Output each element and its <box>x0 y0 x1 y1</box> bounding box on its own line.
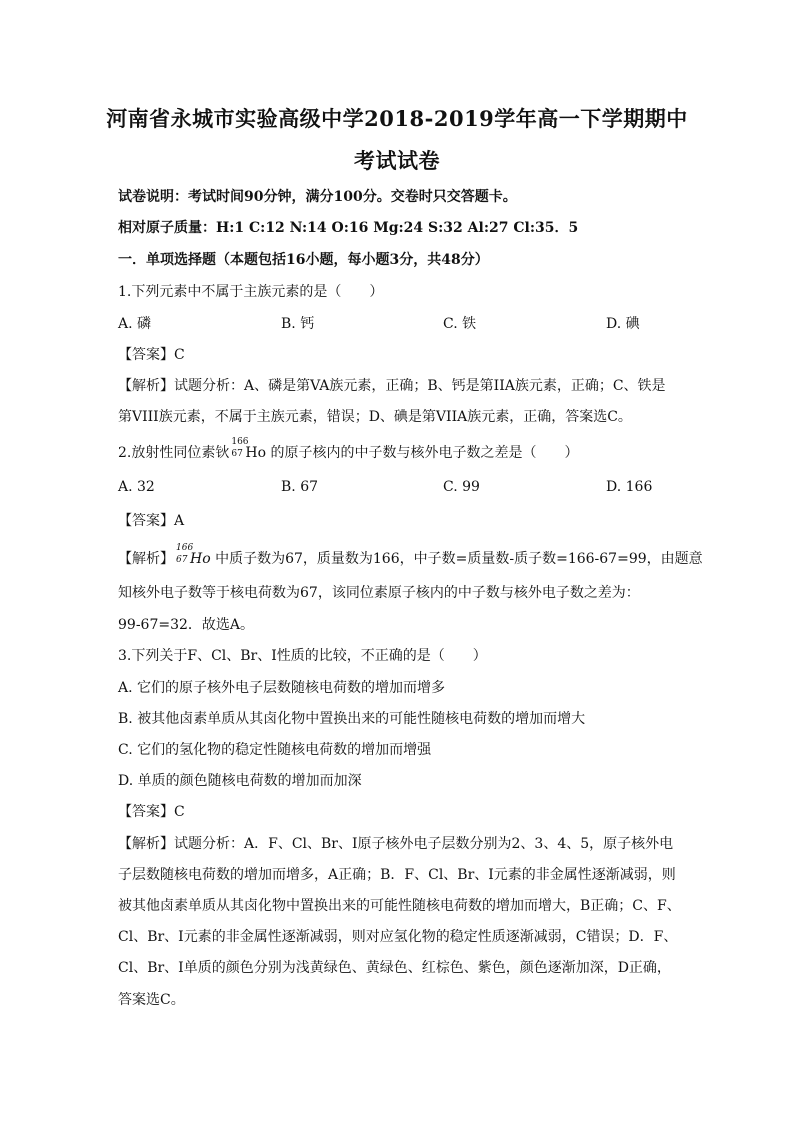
question-3-stem: 3.下列关于F、Cl、Br、I性质的比较，不正确的是（ ） <box>118 648 487 664</box>
q3-option-a: A. 它们的原子核外电子层数随核电荷数的增加而增多 <box>118 680 446 696</box>
q2-option-c: C. 99 <box>443 479 480 495</box>
q2-option-a: A. 32 <box>118 479 155 495</box>
q3-option-b: B. 被其他卤素单质从其卤化物中置换出来的可能性随核电荷数的增加而增大 <box>118 711 586 727</box>
exam-title-line2: 考试试卷 <box>354 148 440 173</box>
q2-analysis-isotope-mass: 166 <box>176 543 194 553</box>
q2-analysis-line1 <box>118 543 703 568</box>
q2-isotope-symbol: Ho <box>245 445 266 461</box>
q3-analysis-line1: 【解析】试题分析：A．F、Cl、Br、I原子核外电子层数分别为2、3、4、5，原子核外电 <box>118 836 674 852</box>
q3-analysis-line2: 子层数随核电荷数的增加而增多，A正确；B．F、Cl、Br、I元素的非金属性逐渐减弱，则 <box>118 867 676 883</box>
q2-analysis-isotope-symbol: Ho <box>190 551 211 567</box>
q1-option-d: D. 碘 <box>606 316 640 332</box>
q1-option-a: A. 磷 <box>118 316 152 332</box>
q2-isotope-notation <box>229 437 249 459</box>
q1-analysis-line2: 第VIII族元素，不属于主族元素，错误；D、碘是第VIIA族元素，正确，答案选C。 <box>118 409 632 425</box>
q2-isotope-mass: 166 <box>231 437 249 447</box>
q3-analysis-line4: Cl、Br、I元素的非金属性逐渐减弱，则对应氢化物的稳定性质逐渐减弱，C错误；D．F、 <box>118 929 678 945</box>
q2-analysis-line2: 知核外电子数等于核电荷数为67，该同位素原子核内的中子数与核外电子数之差为： <box>118 585 640 601</box>
q3-analysis-line3: 被其他卤素单质从其卤化物中置换出来的可能性随核电荷数的增加而增大，B正确；C、F、 <box>118 898 681 914</box>
question-1-stem: 1.下列元素中不属于主族元素的是（ ） <box>118 284 384 300</box>
atomic-mass-list: 相对原子质量：H:1 C:12 N:14 O:16 Mg:24 S:32 Al:27 Cl:35．5 <box>118 220 579 236</box>
q1-option-b: B. 钙 <box>281 316 315 332</box>
q2-analysis-line3: 99-67=32．故选A。 <box>118 617 255 633</box>
q2-option-b: B. 67 <box>281 479 319 495</box>
q3-option-c: C. 它们的氢化物的稳定性随核电荷数的增加而增强 <box>118 742 432 758</box>
q2-analysis-line1-text: 中质子数为67，质量数为166，中子数=质量数-质子数=166-67=99，由题意 <box>210 551 703 567</box>
q1-analysis-line1: 【解析】试题分析：A、磷是第VA族元素，正确；B、钙是第IIA族元素，正确；C、铁是 <box>118 378 666 394</box>
section-heading: 一．单项选择题（本题包括16小题，每小题3分，共48分） <box>118 252 489 268</box>
q2-analysis-isotope <box>174 543 194 565</box>
q3-analysis-line5: Cl、Br、I单质的颜色分别为浅黄绿色、黄绿色、红棕色、紫色，颜色逐渐加深，D正确， <box>118 960 671 976</box>
q2-stem-prefix: 2.放射性同位素钬 <box>118 445 230 461</box>
q3-option-d: D. 单质的颜色随核电荷数的增加而加深 <box>118 773 362 789</box>
exam-instructions: 试卷说明：考试时间90分钟，满分100分。交卷时只交答题卡。 <box>118 189 517 205</box>
q3-answer: 【答案】C <box>118 804 185 820</box>
q3-analysis-line6: 答案选C。 <box>118 992 185 1008</box>
q1-option-c: C. 铁 <box>443 316 477 332</box>
q2-stem-suffix: 的原子核内的中子数与核外电子数之差是（ ） <box>266 445 579 461</box>
q1-answer: 【答案】C <box>118 347 185 363</box>
q2-option-d: D. 166 <box>606 479 653 495</box>
q2-answer: 【答案】A <box>118 513 185 529</box>
q2-isotope-number: 67 <box>231 449 243 459</box>
exam-title-line1: 河南省永城市实验高级中学2018-2019学年高一下学期期中 <box>106 106 688 131</box>
q2-analysis-prefix: 【解析】 <box>118 551 174 567</box>
q2-analysis-isotope-number: 67 <box>176 555 188 565</box>
question-2-stem <box>118 437 579 462</box>
